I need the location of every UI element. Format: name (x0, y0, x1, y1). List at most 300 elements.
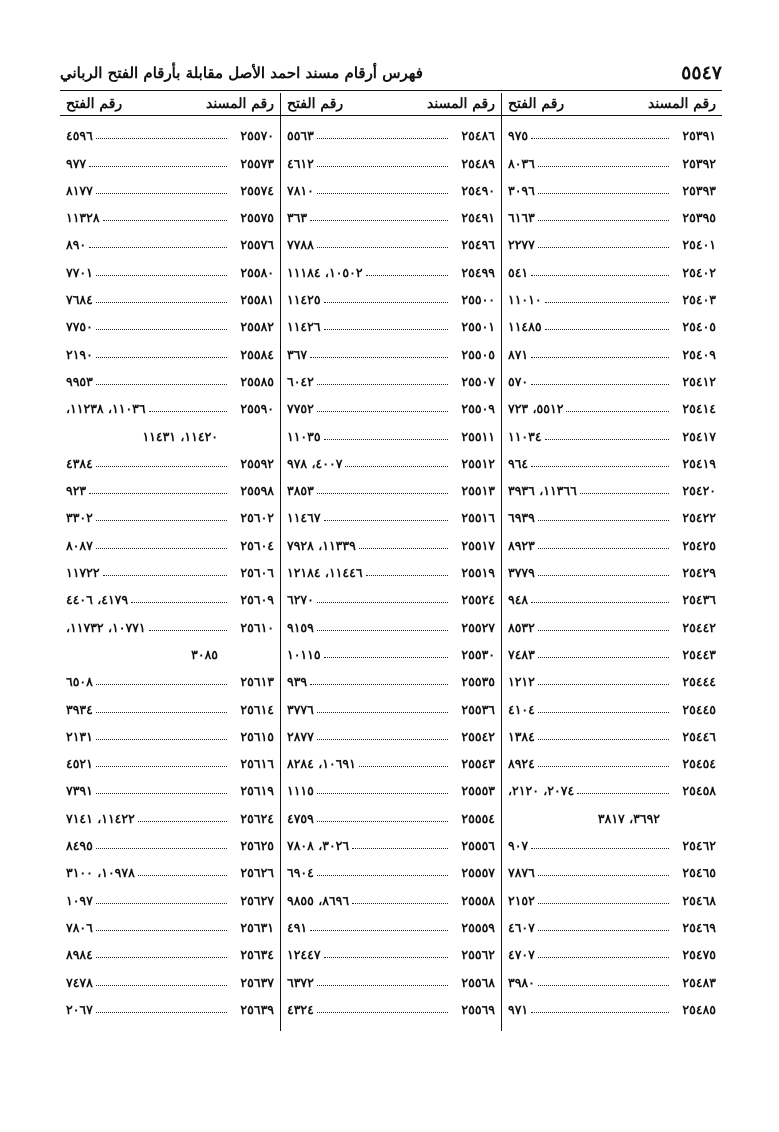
fath-numbers: ٤٦٠٧ (508, 919, 535, 935)
musnad-number: ٢٥٦٠٦ (240, 565, 274, 581)
musnad-number: ٢٥٦٢٧ (240, 892, 274, 908)
dot-leader (317, 383, 448, 385)
index-entry (287, 798, 495, 825)
musnad-number: ٢٥٦٠٢ (240, 510, 274, 526)
running-title: فهرس أرقام مسند احمد الأصل مقابلة بأرقام الفتح الرباني (60, 64, 423, 82)
index-entry (287, 280, 495, 307)
fath-numbers: ٣٩٨٠ (508, 974, 535, 990)
musnad-number: ٢٥٤٧٥ (682, 947, 716, 963)
fath-numbers: ٧٧٠١ (66, 264, 93, 280)
dot-leader (96, 847, 227, 849)
musnad-number: ٢٥٤٦٩ (682, 919, 716, 935)
dot-leader (96, 792, 227, 794)
page-header (60, 62, 722, 91)
dot-leader (96, 956, 227, 958)
musnad-number: ٢٥٤٨٣ (682, 974, 716, 990)
dot-leader (531, 601, 669, 603)
fath-numbers: ١١٤٢٥ (287, 292, 321, 308)
musnad-number: ٢٥٤٩٦ (461, 237, 495, 253)
index-entry (66, 798, 274, 825)
dot-leader (96, 356, 227, 358)
fath-numbers: ٨٠٨٧ (66, 537, 93, 553)
fath-numbers: ٥٤١ (508, 264, 529, 280)
header-musnad: رقم المسند (427, 96, 495, 112)
index-entry (508, 280, 716, 307)
index-table (60, 93, 722, 1031)
dot-leader (96, 683, 227, 685)
musnad-number: ٢٥٤٠١ (682, 237, 716, 253)
index-entry-continuation (508, 798, 716, 825)
musnad-number: ٢٥٤٦٨ (682, 892, 716, 908)
fath-numbers: ٨٥٣٢ (508, 619, 535, 635)
index-entry (508, 771, 716, 798)
fath-numbers: ٢١٣١ (66, 728, 93, 744)
musnad-number: ٢٥٤٦٢ (682, 838, 716, 854)
index-entry (66, 307, 274, 334)
dot-leader (149, 629, 227, 631)
index-entry (66, 362, 274, 389)
dot-leader (538, 192, 669, 194)
dot-leader (310, 356, 448, 358)
fath-numbers: ١١٠٣٤ (508, 428, 542, 444)
fath-numbers: ٧٨٧٦ (508, 865, 535, 881)
dot-leader (531, 383, 669, 385)
index-entry (287, 362, 495, 389)
musnad-number: ٢٥٤٢٠ (682, 483, 716, 499)
musnad-number: ٢٥٦٢٥ (240, 838, 274, 854)
index-entry (66, 389, 274, 416)
musnad-number: ٢٥٤١٤ (682, 401, 716, 417)
musnad-number: ٢٥٥١٦ (461, 510, 495, 526)
index-entry (508, 826, 716, 853)
index-entry (287, 853, 495, 880)
fath-numbers: ١٠٩٧٨، ٣١٠٠ (66, 865, 135, 881)
dot-leader (366, 574, 448, 576)
index-entry (287, 498, 495, 525)
index-entry (66, 225, 274, 252)
musnad-number: ٢٥٦٢٤ (240, 810, 274, 826)
fath-numbers: ١١٤٢٠، ١١٤٣١ (142, 428, 218, 444)
fath-numbers: ٩٦٤ (508, 455, 529, 471)
dot-leader (317, 792, 448, 794)
index-entry-continuation (66, 635, 274, 662)
fath-numbers: ٤٦١٢ (287, 155, 314, 171)
musnad-number: ٢٥٦٢٦ (240, 865, 274, 881)
fath-numbers: ١١٤٤٦، ١٢١٨٤ (287, 565, 363, 581)
fath-numbers: ٨٩٢٤ (508, 756, 535, 772)
musnad-number: ٢٥٥٣٠ (461, 646, 495, 662)
fath-numbers: ١٢٤٤٧ (287, 947, 321, 963)
dot-leader (545, 301, 669, 303)
musnad-number: ٢٥٥٨٠ (240, 264, 274, 280)
index-entry (508, 853, 716, 880)
index-entry (287, 635, 495, 662)
index-entry (287, 689, 495, 716)
musnad-number: ٢٥٥٩٢ (240, 455, 274, 471)
musnad-number: ٢٥٥٠٠ (461, 292, 495, 308)
dot-leader (324, 519, 448, 521)
musnad-number: ٢٥٣٩١ (682, 128, 716, 144)
dot-leader (96, 984, 227, 986)
index-entry (287, 198, 495, 225)
column-rows (281, 116, 501, 1017)
musnad-number: ٢٥٤٩٠ (461, 182, 495, 198)
fath-numbers: ١١٠١٠ (508, 292, 542, 308)
index-entry (508, 307, 716, 334)
fath-numbers: ٤٧٠٧ (508, 947, 535, 963)
fath-numbers: ٧٧٥٠ (66, 319, 93, 335)
musnad-number: ٢٥٥١٩ (461, 565, 495, 581)
musnad-number: ٢٥٤٢٥ (682, 537, 716, 553)
dot-leader (317, 738, 448, 740)
index-entry (66, 280, 274, 307)
dot-leader (317, 820, 448, 822)
index-entry (508, 689, 716, 716)
musnad-number: ٢٥٥٥٩ (461, 919, 495, 935)
fath-numbers: ٣٠٢٦، ٧٨٠٨ (287, 838, 350, 854)
musnad-number: ٢٥٤٢٢ (682, 510, 716, 526)
index-entry (66, 525, 274, 552)
index-entry (66, 116, 274, 143)
fath-numbers: ٩٤٨ (508, 592, 529, 608)
fath-numbers: ٤٠٠٧، ٩٧٨ (287, 455, 343, 471)
index-entry (508, 198, 716, 225)
musnad-number: ٢٥٥٩٨ (240, 483, 274, 499)
index-entry (508, 471, 716, 498)
index-entry (508, 444, 716, 471)
index-entry (287, 553, 495, 580)
dot-leader (531, 847, 669, 849)
fath-numbers: ١١٠٣٥ (287, 428, 321, 444)
index-entry (66, 908, 274, 935)
dot-leader (96, 765, 227, 767)
header-fath: رقم الفتح (66, 96, 123, 112)
index-entry (508, 744, 716, 771)
fath-numbers: ٤١٠٤ (508, 701, 535, 717)
fath-numbers: ٩٧٥ (508, 128, 529, 144)
fath-numbers: ٩٧٧ (66, 155, 87, 171)
index-entry (287, 990, 495, 1017)
musnad-number: ٢٥٦١٤ (240, 701, 274, 717)
dot-leader (366, 274, 448, 276)
dot-leader (538, 984, 669, 986)
index-entry (66, 143, 274, 170)
index-entry (66, 171, 274, 198)
dot-leader (538, 629, 669, 631)
dot-leader (538, 683, 669, 685)
dot-leader (580, 492, 669, 494)
dot-leader (538, 765, 669, 767)
musnad-number: ٢٥٦٣٤ (240, 947, 274, 963)
index-entry (66, 717, 274, 744)
fath-numbers: ١١٤٦٧ (287, 510, 321, 526)
dot-leader (545, 438, 669, 440)
index-entry (508, 143, 716, 170)
fath-numbers: ٢٨٧٧ (287, 728, 314, 744)
musnad-number: ٢٥٥٠٩ (461, 401, 495, 417)
fath-numbers: ٣٧٧٩ (508, 565, 535, 581)
fath-numbers: ١٠١١٥ (287, 646, 321, 662)
dot-leader (96, 328, 227, 330)
dot-leader (96, 902, 227, 904)
musnad-number: ٢٥٦٣١ (240, 919, 274, 935)
index-entry (287, 744, 495, 771)
index-entry (66, 853, 274, 880)
musnad-number: ٢٥٥٥٤ (461, 810, 495, 826)
header-musnad: رقم المسند (206, 96, 274, 112)
index-entry (508, 607, 716, 634)
fath-numbers: ٩٠٧ (508, 838, 529, 854)
index-entry (508, 334, 716, 361)
index-entry (287, 171, 495, 198)
musnad-number: ٢٥٤٨٦ (461, 128, 495, 144)
fath-numbers: ١١٤٢٦ (287, 319, 321, 335)
fath-numbers: ٢١٥٢ (508, 892, 535, 908)
index-entry (508, 116, 716, 143)
index-entry (287, 334, 495, 361)
dot-leader (359, 547, 448, 549)
musnad-number: ٢٥٤٤٢ (682, 619, 716, 635)
musnad-number: ٢٥٥٦٢ (461, 947, 495, 963)
index-entry (66, 252, 274, 279)
fath-numbers: ٩٩٥٣ (66, 373, 93, 389)
musnad-number: ٢٥٥٤٣ (461, 756, 495, 772)
fath-numbers: ٤٣٨٤ (66, 455, 93, 471)
musnad-number: ٢٥٥١٢ (461, 455, 495, 471)
dot-leader (531, 356, 669, 358)
dot-leader (96, 519, 227, 521)
fath-numbers: ١٠٥٠٢، ١١١٨٤ (287, 264, 363, 280)
index-entry (287, 607, 495, 634)
musnad-number: ٢٥٣٩٢ (682, 155, 716, 171)
fath-numbers: ٦٠٤٢ (287, 373, 314, 389)
fath-numbers: ٦٥٠٨ (66, 674, 93, 690)
musnad-number: ٢٥٥١٧ (461, 537, 495, 553)
fath-numbers: ٤١٧٩، ٤٤٠٦ (66, 592, 129, 608)
musnad-number: ٢٥٥٧٦ (240, 237, 274, 253)
dot-leader (538, 547, 669, 549)
musnad-number: ٢٥٤٢٩ (682, 565, 716, 581)
musnad-number: ٢٥٤٠٢ (682, 264, 716, 280)
index-entry (508, 525, 716, 552)
index-entry (508, 362, 716, 389)
dot-leader (310, 219, 448, 221)
dot-leader (538, 902, 669, 904)
index-entry (287, 143, 495, 170)
musnad-number: ٢٥٤٨٩ (461, 155, 495, 171)
index-entry (287, 935, 495, 962)
dot-leader (149, 410, 227, 412)
index-entry (66, 962, 274, 989)
musnad-number: ٢٥٥٥٣ (461, 783, 495, 799)
fath-numbers: ٤٣٢٤ (287, 1001, 314, 1017)
index-entry (508, 171, 716, 198)
index-entry (287, 225, 495, 252)
fath-numbers: ٧٤٧٨ (66, 974, 93, 990)
fath-numbers: ٣٦٧ (287, 346, 308, 362)
dot-leader (317, 711, 448, 713)
index-entry-continuation (66, 416, 274, 443)
fath-numbers: ١١٣٦٦، ٣٩٣٦ (508, 483, 577, 499)
musnad-number: ٢٥٥٤٢ (461, 728, 495, 744)
fath-numbers: ٣٠٩٦ (508, 182, 535, 198)
fath-numbers: ٥٧٠ (508, 373, 529, 389)
column-header (60, 93, 280, 116)
dot-leader (538, 656, 669, 658)
dot-leader (324, 656, 448, 658)
fath-numbers: ٣٩٣٤ (66, 701, 93, 717)
musnad-number: ٢٥٦١٠ (240, 619, 274, 635)
musnad-number: ٢٥٦٠٤ (240, 537, 274, 553)
index-entry (508, 225, 716, 252)
fath-numbers: ٧٨٠٦ (66, 919, 93, 935)
index-entry (287, 525, 495, 552)
index-entry (66, 553, 274, 580)
musnad-number: ٢٥٦٣٧ (240, 974, 274, 990)
musnad-number: ٢٥٦١٦ (240, 756, 274, 772)
dot-leader (89, 246, 227, 248)
dot-leader (531, 274, 669, 276)
fath-numbers: ١١٠٣٦، ١١٢٣٨، (66, 401, 146, 417)
column-rows (502, 116, 722, 1017)
musnad-number: ٢٥٤٥٤ (682, 756, 716, 772)
dot-leader (538, 874, 669, 876)
index-entry (287, 962, 495, 989)
page-number: ٥٥٤٧ (681, 62, 722, 84)
index-entry (287, 389, 495, 416)
index-entry (508, 252, 716, 279)
dot-leader (324, 301, 448, 303)
index-entry (287, 307, 495, 334)
dot-leader (352, 847, 448, 849)
index-entry (508, 962, 716, 989)
fath-numbers: ٨٤٩٥ (66, 838, 93, 854)
musnad-number: ٢٥٥٧٤ (240, 182, 274, 198)
index-entry (66, 880, 274, 907)
musnad-number: ٢٥٤٠٥ (682, 319, 716, 335)
index-entry (66, 744, 274, 771)
dot-leader (538, 519, 669, 521)
fath-numbers: ١٠٦٩١، ٨٢٨٤ (287, 756, 356, 772)
dot-leader (577, 792, 669, 794)
musnad-number: ٢٥٣٩٥ (682, 210, 716, 226)
fath-numbers: ٨٠٣٦ (508, 155, 535, 171)
column-rows (60, 116, 280, 1017)
musnad-number: ٢٥٥٧٠ (240, 128, 274, 144)
index-entry (508, 662, 716, 689)
dot-leader (96, 547, 227, 549)
dot-leader (324, 328, 448, 330)
fath-numbers: ٩١٥٩ (287, 619, 314, 635)
dot-leader (317, 246, 448, 248)
dot-leader (317, 874, 448, 876)
fath-numbers: ٣٦٩٢، ٣٨١٧ (597, 810, 660, 826)
index-entry (508, 416, 716, 443)
dot-leader (317, 192, 448, 194)
index-entry (66, 990, 274, 1017)
index-entry (508, 717, 716, 744)
index-entry (287, 471, 495, 498)
musnad-number: ٢٥٥٣٥ (461, 674, 495, 690)
fath-numbers: ٨١٧٧ (66, 182, 93, 198)
fath-numbers: ٤٥٢١ (66, 756, 93, 772)
dot-leader (317, 1011, 448, 1013)
musnad-number: ٢٥٦٣٩ (240, 1001, 274, 1017)
fath-numbers: ٨٧١ (508, 346, 529, 362)
index-entry (287, 252, 495, 279)
dot-leader (96, 711, 227, 713)
fath-numbers: ١١١٥ (287, 783, 314, 799)
index-entry (66, 662, 274, 689)
dot-leader (538, 219, 669, 221)
fath-numbers: ٢٠٦٧ (66, 1001, 93, 1017)
musnad-number: ٢٥٥٧٥ (240, 210, 274, 226)
musnad-number: ٢٥٥١١ (461, 428, 495, 444)
index-entry (508, 635, 716, 662)
index-entry (287, 908, 495, 935)
musnad-number: ٢٥٥٩٠ (240, 401, 274, 417)
fath-numbers: ١١٣٣٩، ٧٩٢٨ (287, 537, 356, 553)
dot-leader (96, 274, 227, 276)
dot-leader (545, 328, 669, 330)
dot-leader (538, 711, 669, 713)
dot-leader (538, 574, 669, 576)
musnad-number: ٢٥٤١٢ (682, 373, 716, 389)
dot-leader (96, 929, 227, 931)
fath-numbers: ١٠٧٧١، ١١٧٣٢، (66, 619, 146, 635)
musnad-number: ٢٥٦١٩ (240, 783, 274, 799)
index-column-2 (281, 93, 502, 1031)
musnad-number: ٢٥٤١٧ (682, 428, 716, 444)
dot-leader (96, 301, 227, 303)
musnad-number: ٢٥٤٩١ (461, 210, 495, 226)
index-entry (287, 880, 495, 907)
fath-numbers: ٧٧٥٢ (287, 401, 314, 417)
dot-leader (317, 137, 448, 139)
fath-numbers: ٤٧٥٩ (287, 810, 314, 826)
fath-numbers: ١٣٨٤ (508, 728, 535, 744)
index-entry (287, 826, 495, 853)
fath-numbers: ٣٨٥٣ (287, 483, 314, 499)
dot-leader (96, 137, 227, 139)
fath-numbers: ٦٩٣٩ (508, 510, 535, 526)
index-entry (66, 498, 274, 525)
dot-leader (89, 492, 227, 494)
index-entry (66, 471, 274, 498)
dot-leader (531, 137, 669, 139)
musnad-number: ٢٥٥٥٧ (461, 865, 495, 881)
dot-leader (131, 601, 227, 603)
index-entry (287, 717, 495, 744)
dot-leader (538, 738, 669, 740)
fath-numbers: ٥٥٦٣ (287, 128, 314, 144)
dot-leader (310, 929, 448, 931)
dot-leader (96, 383, 227, 385)
index-entry (66, 444, 274, 471)
dot-leader (359, 765, 448, 767)
dot-leader (531, 1011, 669, 1013)
index-column-3 (60, 93, 281, 1031)
index-column-1 (502, 93, 722, 1031)
fath-numbers: ٧٦٨٤ (66, 292, 93, 308)
musnad-number: ٢٥٥٨٢ (240, 319, 274, 335)
index-entry (66, 334, 274, 361)
fath-numbers: ١١٧٢٢ (66, 565, 100, 581)
dot-leader (317, 165, 448, 167)
dot-leader (345, 465, 448, 467)
index-entry (66, 826, 274, 853)
index-entry (66, 935, 274, 962)
